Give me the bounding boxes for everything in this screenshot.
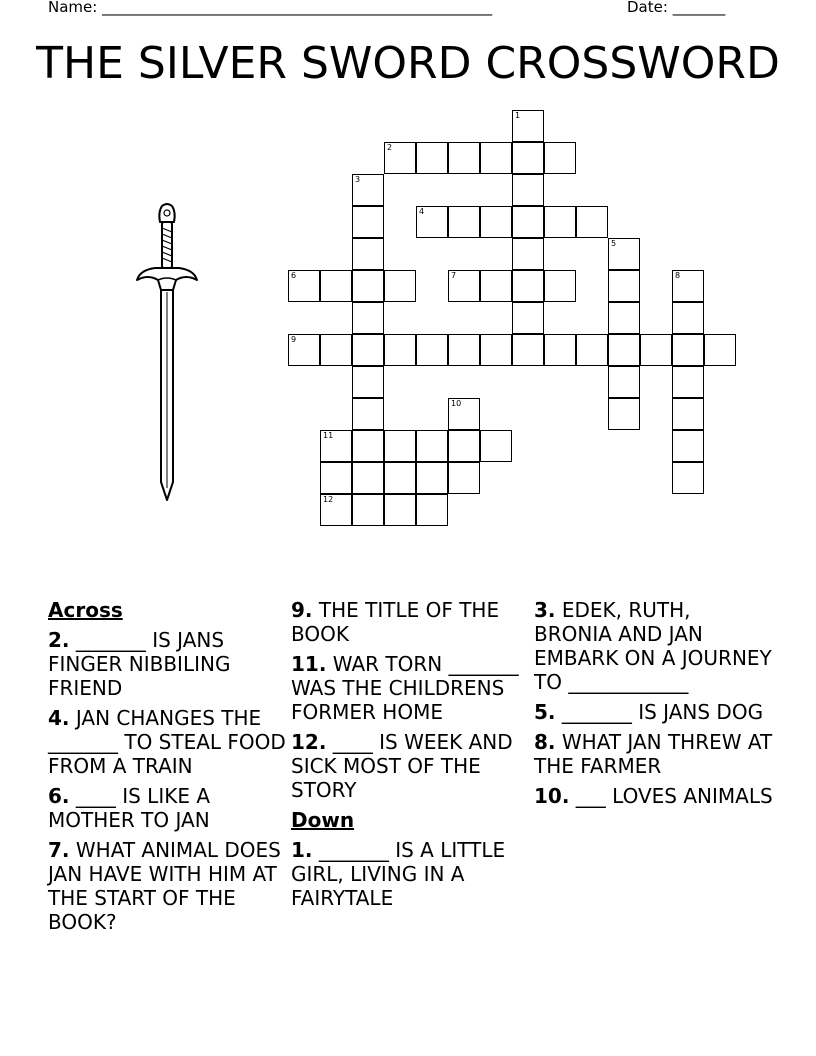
grid-cell[interactable] [672, 366, 704, 398]
name-label: Name: [48, 0, 98, 16]
grid-cell[interactable] [480, 206, 512, 238]
grid-cell[interactable] [352, 462, 384, 494]
grid-cell[interactable] [672, 302, 704, 334]
grid-cell[interactable] [512, 334, 544, 366]
grid-cell[interactable] [384, 270, 416, 302]
grid-cell[interactable] [672, 430, 704, 462]
grid-cell[interactable] [608, 334, 640, 366]
clue-across-2: 2. _______ IS JANS FINGER NIBBILING FRIEND [48, 628, 231, 700]
grid-cell[interactable] [448, 206, 480, 238]
grid-cell[interactable] [352, 366, 384, 398]
grid-cell[interactable] [512, 302, 544, 334]
grid-cell[interactable] [480, 270, 512, 302]
grid-cell[interactable] [480, 334, 512, 366]
grid-cell[interactable] [512, 270, 544, 302]
grid-cell[interactable] [608, 366, 640, 398]
grid-cell[interactable] [320, 334, 352, 366]
grid-cell[interactable] [416, 430, 448, 462]
page-title: THE SILVER SWORD CROSSWORD [36, 38, 780, 89]
cell-number: 9 [291, 335, 297, 344]
grid-cell[interactable] [672, 398, 704, 430]
grid-cell[interactable] [384, 142, 416, 174]
grid-cell[interactable] [608, 238, 640, 270]
grid-cell[interactable] [384, 430, 416, 462]
grid-cell[interactable] [448, 142, 480, 174]
date-label: Date: [627, 0, 668, 16]
grid-cell[interactable] [544, 142, 576, 174]
grid-cell[interactable] [512, 238, 544, 270]
name-blank: ____________________________________________________ [102, 0, 493, 16]
clue-across-7: 7. WHAT ANIMAL DOES JAN HAVE WITH HIM AT THE START OF THE BOOK? [48, 838, 281, 934]
grid-cell[interactable] [640, 334, 672, 366]
cell-number: 12 [323, 495, 334, 504]
grid-cell[interactable] [512, 174, 544, 206]
grid-cell[interactable] [512, 110, 544, 142]
cell-number: 8 [675, 271, 681, 280]
cell-number: 6 [291, 271, 297, 280]
date-blank: _______ [672, 0, 726, 16]
grid-cell[interactable] [352, 430, 384, 462]
grid-cell[interactable] [352, 398, 384, 430]
clue-across-12: 12. ____ IS WEEK AND SICK MOST OF THE STORY [291, 730, 513, 802]
clue-across-9: 9. THE TITLE OF THE BOOK [291, 598, 500, 646]
grid-cell[interactable] [672, 334, 704, 366]
grid-cell[interactable] [608, 398, 640, 430]
down-heading: Down [291, 808, 355, 832]
clue-across-4: 4. JAN CHANGES THE _______ TO STEAL FOOD FROM A TRAIN [48, 706, 286, 778]
clue-column-1 [48, 598, 288, 940]
grid-cell[interactable] [544, 270, 576, 302]
grid-cell[interactable] [352, 302, 384, 334]
grid-cell[interactable] [480, 430, 512, 462]
grid-cell[interactable] [672, 462, 704, 494]
cell-number: 11 [323, 431, 334, 440]
clue-across-6: 6. ____ IS LIKE A MOTHER TO JAN [48, 784, 211, 832]
clue-down-3: 3. EDEK, RUTH, BRONIA AND JAN EMBARK ON A JOURNEY TO ____________ [534, 598, 772, 694]
grid-cell[interactable] [608, 270, 640, 302]
grid-cell[interactable] [288, 334, 320, 366]
grid-cell[interactable] [448, 462, 480, 494]
grid-cell[interactable] [352, 270, 384, 302]
grid-cell[interactable] [480, 142, 512, 174]
grid-cell[interactable] [352, 174, 384, 206]
grid-cell[interactable] [384, 494, 416, 526]
grid-cell[interactable] [352, 494, 384, 526]
grid-cell[interactable] [416, 494, 448, 526]
grid-cell[interactable] [416, 206, 448, 238]
clue-column-2 [291, 598, 531, 916]
grid-cell[interactable] [576, 206, 608, 238]
cell-number: 10 [451, 399, 462, 408]
grid-cell[interactable] [672, 270, 704, 302]
clue-down-8: 8. WHAT JAN THREW AT THE FARMER [534, 730, 773, 778]
clue-column-3 [534, 598, 774, 814]
grid-cell[interactable] [512, 142, 544, 174]
grid-cell[interactable] [704, 334, 736, 366]
cell-number: 4 [419, 207, 425, 216]
grid-cell[interactable] [352, 334, 384, 366]
grid-cell[interactable] [448, 398, 480, 430]
grid-cell[interactable] [352, 238, 384, 270]
grid-cell[interactable] [320, 270, 352, 302]
grid-cell[interactable] [544, 334, 576, 366]
grid-cell[interactable] [384, 462, 416, 494]
grid-cell[interactable] [320, 494, 352, 526]
grid-cell[interactable] [320, 462, 352, 494]
grid-cell[interactable] [448, 430, 480, 462]
grid-cell[interactable] [608, 302, 640, 334]
cell-number: 1 [515, 111, 521, 120]
grid-cell[interactable] [448, 334, 480, 366]
grid-cell[interactable] [512, 206, 544, 238]
grid-cell[interactable] [416, 462, 448, 494]
grid-cell[interactable] [416, 334, 448, 366]
grid-cell[interactable] [320, 430, 352, 462]
clue-down-5: 5. _______ IS JANS DOG [534, 700, 764, 724]
grid-cell[interactable] [288, 270, 320, 302]
cell-number: 5 [611, 239, 617, 248]
grid-cell[interactable] [416, 142, 448, 174]
clue-down-1: 1. _______ IS A LITTLE GIRL, LIVING IN A FAIRYTALE [291, 838, 506, 910]
clue-down-10: 10. ___ LOVES ANIMALS [534, 784, 773, 808]
across-heading: Across [48, 598, 123, 622]
grid-cell[interactable] [352, 206, 384, 238]
grid-cell[interactable] [448, 270, 480, 302]
cell-number: 2 [387, 143, 393, 152]
clue-across-11: 11. WAR TORN _______ WAS THE CHILDRENS FORMER HOME [291, 652, 519, 724]
cell-number: 3 [355, 175, 361, 184]
grid-cell[interactable] [544, 206, 576, 238]
cell-number: 7 [451, 271, 457, 280]
grid-cell[interactable] [576, 334, 608, 366]
grid-cell[interactable] [384, 334, 416, 366]
